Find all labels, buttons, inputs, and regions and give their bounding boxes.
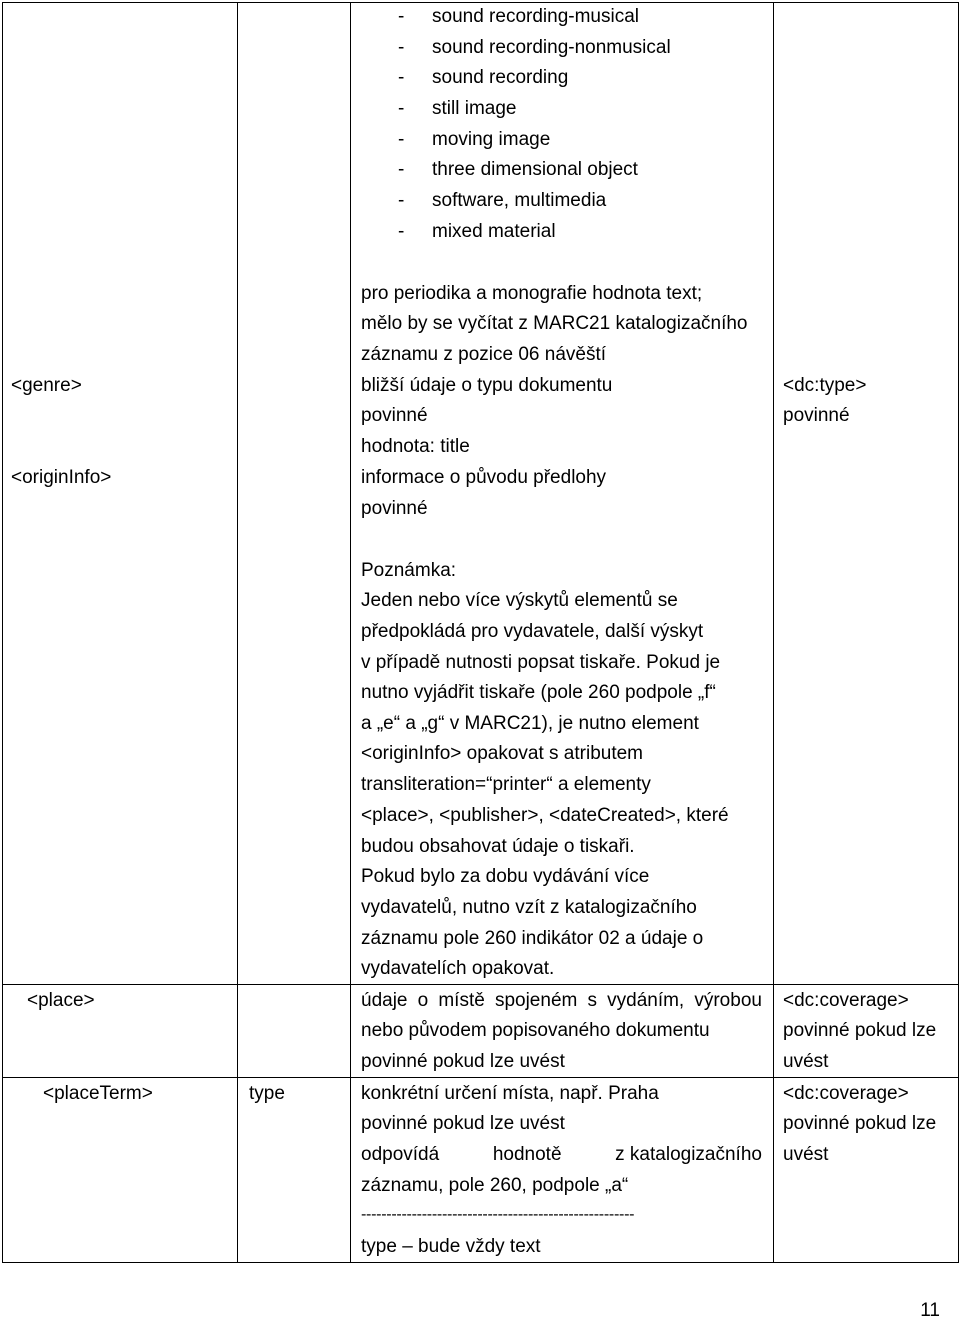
placeterm-dc-required: povinné pokud lze [783, 1113, 937, 1134]
column-divider-description [773, 2, 774, 1263]
place-element: <place> [27, 990, 95, 1011]
note-line: <place>, <publisher>, <dateCreated>, které [361, 805, 729, 826]
note-line: vydavatelích opakovat. [361, 958, 555, 979]
list-dash: - [398, 67, 405, 88]
place-dc-required: povinné pokud lze [783, 1020, 937, 1041]
column-divider-left [2, 2, 3, 1263]
justified-word: odpovídá [361, 1144, 440, 1165]
page-number: 11 [920, 1300, 940, 1321]
description-line: záznamu z pozice 06 návěští [361, 344, 607, 365]
list-dash: - [398, 159, 405, 180]
placeterm-separator: ------------------------------------------------------ [361, 1205, 635, 1223]
list-item-text: software, multimedia [432, 190, 607, 211]
list-item-text: mixed material [432, 221, 556, 242]
placeterm-description-justified-line [361, 1145, 762, 1164]
placeterm-element: <placeTerm> [43, 1083, 153, 1104]
list-dash: - [398, 37, 405, 58]
justified-word: údaje [361, 990, 408, 1011]
placeterm-dc-required: uvést [783, 1144, 829, 1165]
note-line: vydavatelů, nutno vzít z katalogizačního [361, 897, 697, 918]
placeterm-description-line: type – bude vždy text [361, 1236, 541, 1257]
description-line: pro periodika a monografie hodnota text; [361, 283, 703, 304]
description-line: mělo by se vyčítat z MARC21 katalogizačního [361, 313, 748, 334]
list-item-text: sound recording [432, 67, 569, 88]
description-line: povinné [361, 405, 428, 426]
placeterm-description-line: záznamu, pole 260, podpole „a“ [361, 1175, 629, 1196]
place-description-line: povinné pokud lze uvést [361, 1051, 565, 1072]
list-dash: - [398, 98, 405, 119]
note-line: Pokud bylo za dobu vydávání více [361, 866, 650, 887]
column-divider-attribute [350, 2, 351, 1263]
note-line: <originInfo> opakovat s atributem [361, 743, 644, 764]
note-line: Poznámka: [361, 560, 457, 581]
description-line: povinné [361, 498, 428, 519]
justified-word: o [417, 990, 429, 1011]
note-line: transliteration=“printer“ a elementy [361, 774, 651, 795]
description-line: hodnota: title [361, 436, 470, 457]
list-item-text: moving image [432, 129, 551, 150]
place-dc-coverage: <dc:coverage> [783, 990, 909, 1011]
place-dc-required: uvést [783, 1051, 829, 1072]
dc-type-required: povinné [783, 405, 850, 426]
note-line: v případě nutnosti popsat tiskaře. Pokud je [361, 652, 721, 673]
list-dash: - [398, 221, 405, 242]
table-top-border [2, 2, 959, 3]
dc-type-element: <dc:type> [783, 375, 867, 396]
description-line: bližší údaje o typu dokumentu [361, 375, 613, 396]
note-line: nutno vyjádřit tiskaře (pole 260 podpole „f“ [361, 682, 716, 703]
justified-word: s [587, 990, 597, 1011]
list-item-text: still image [432, 98, 517, 119]
list-dash: - [398, 190, 405, 211]
justified-word: místě [438, 990, 485, 1011]
list-dash: - [398, 6, 405, 27]
table-bottom-border [2, 1262, 959, 1263]
list-item-text: sound recording-nonmusical [432, 37, 671, 58]
origininfo-element: <originInfo> [11, 467, 112, 488]
list-item-text: sound recording-musical [432, 6, 639, 27]
list-item-text: three dimensional object [432, 159, 638, 180]
column-divider-element [237, 2, 238, 1263]
justified-word: spojeném [494, 990, 578, 1011]
list-dash: - [398, 129, 405, 150]
description-line: informace o původu předlohy [361, 467, 607, 488]
note-line: a „e“ a „g“ v MARC21), je nutno element [361, 713, 699, 734]
placeterm-attribute: type [249, 1083, 285, 1104]
note-line: Jeden nebo více výskytů elementů se [361, 590, 678, 611]
note-line: předpokládá pro vydavatele, další výskyt [361, 621, 704, 642]
note-line: záznamu pole 260 indikátor 02 a údaje o [361, 928, 704, 949]
placeterm-description-line: povinné pokud lze uvést [361, 1113, 565, 1134]
justified-word: z katalogizačního [615, 1144, 762, 1165]
place-description-justified-line [361, 991, 762, 1010]
justified-word: vydáním, [607, 990, 685, 1011]
column-divider-right [958, 2, 959, 1263]
row-divider-place [2, 984, 959, 985]
genre-element: <genre> [11, 375, 82, 396]
justified-word: výrobou [694, 990, 762, 1011]
place-description-line: nebo původem popisovaného dokumentu [361, 1020, 710, 1041]
justified-word: hodnotě [492, 1144, 562, 1165]
row-divider-placeterm [2, 1077, 959, 1078]
placeterm-dc-coverage: <dc:coverage> [783, 1083, 909, 1104]
note-line: budou obsahovat údaje o tiskaři. [361, 836, 635, 857]
placeterm-description-line: konkrétní určení místa, např. Praha [361, 1083, 659, 1104]
